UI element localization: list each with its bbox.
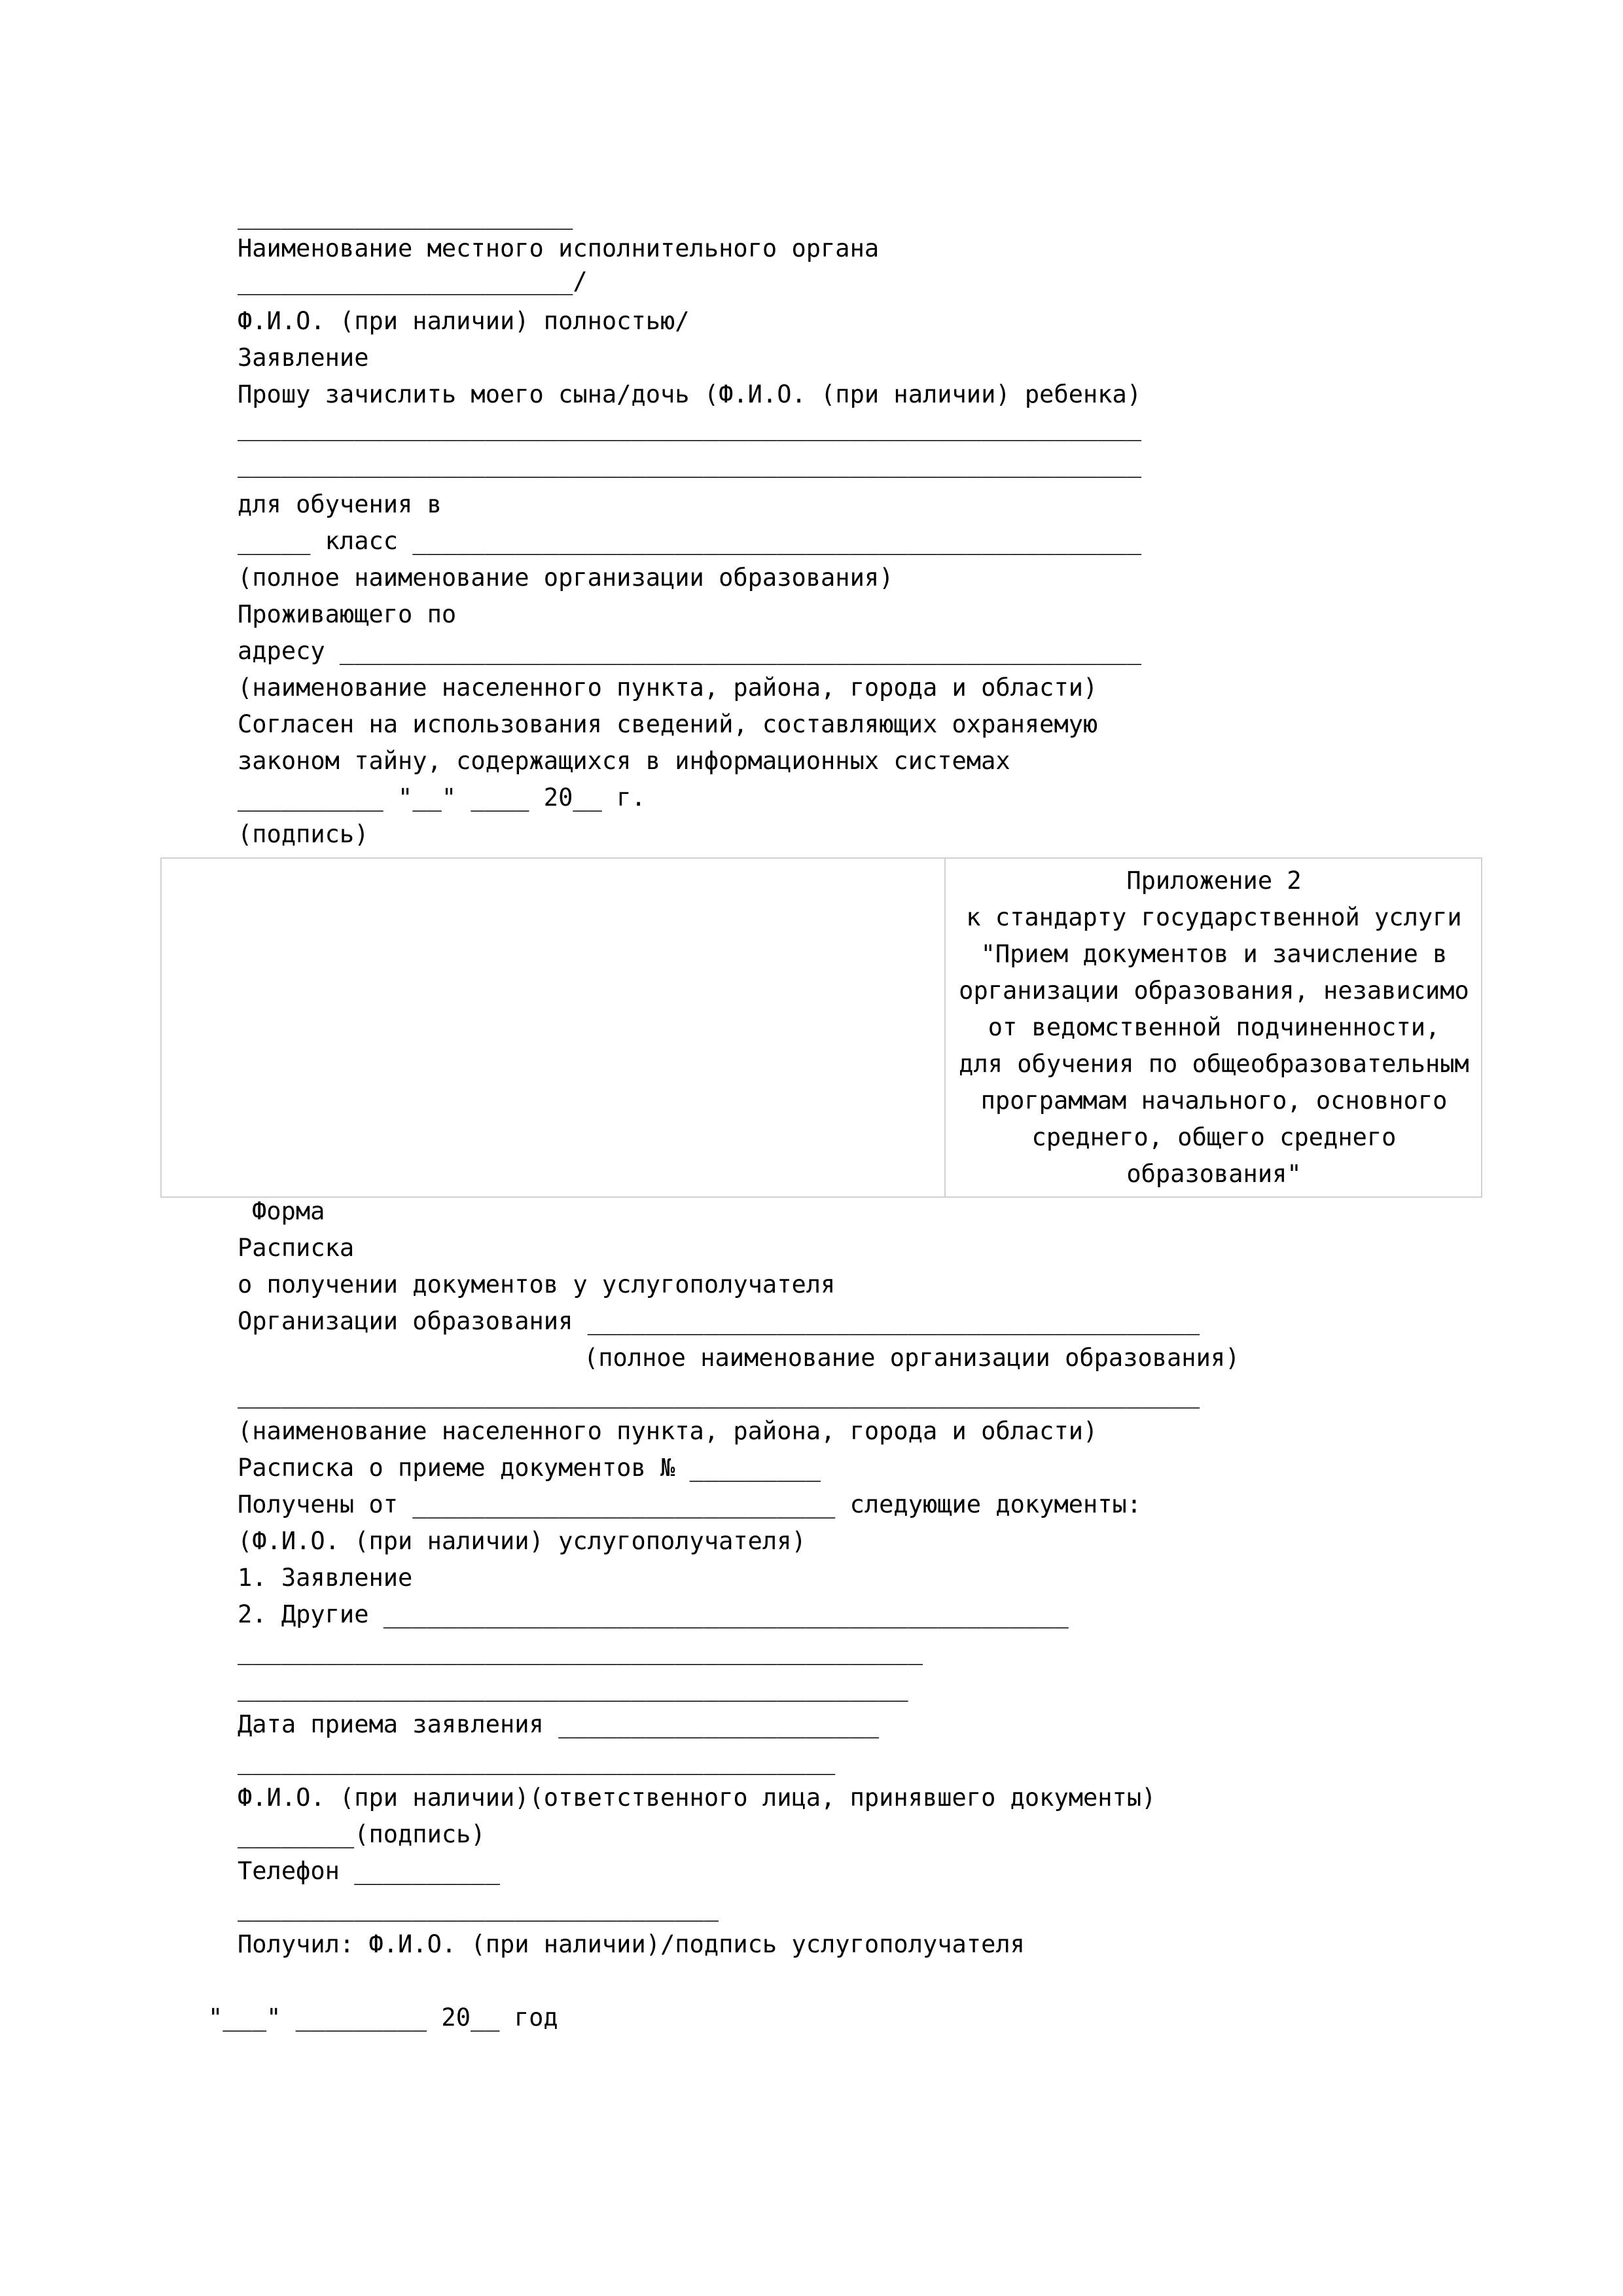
responsible-caption: Ф.И.О. (при наличии)(ответственного лица, принявшего документы)	[238, 1784, 1156, 1812]
phone-line: Телефон __________	[238, 1857, 500, 1885]
org-full-caption: (полное наименование организации образования)	[238, 564, 894, 592]
appendix-line: от ведомственной подчиненности,	[988, 1013, 1440, 1041]
appendix-line: "Прием документов и зачисление в	[980, 940, 1448, 968]
final-date-line: "___" _________ 20__ год	[208, 2003, 558, 2032]
child-blank-line-2: ______________________________________________________________	[238, 450, 1142, 478]
appendix-line: программам начального, основного	[980, 1086, 1448, 1115]
form-label: Форма	[252, 1197, 325, 1225]
residing-text: Проживающего по	[238, 600, 457, 628]
appendix-line: Приложение 2	[1126, 867, 1302, 895]
receipt-subtitle: о получении документов у услугополучателя	[238, 1270, 836, 1299]
address-line: адресу _______________________________________________________	[238, 637, 1142, 665]
other-blank-2: ______________________________________________	[238, 1674, 908, 1702]
received-from-line: Получены от _____________________________ следующие документы:	[238, 1490, 1142, 1518]
receipt-locality-caption: (наименование населенного пункта, района, города и области)	[238, 1417, 1098, 1445]
class-line: _____ класс __________________________________________________	[238, 527, 1142, 555]
request-text: Прошу зачислить моего сына/дочь (Ф.И.О. (при наличии) ребенка)	[238, 380, 1142, 408]
application-title: Заявление	[238, 344, 369, 372]
org-caption: Наименование местного исполнительного органа	[238, 234, 880, 262]
consent-line-1: Согласен на использования сведений, составляющих охраняемую	[238, 710, 1098, 738]
signature-line: ________(подпись)	[238, 1820, 486, 1848]
appendix-line: образования"	[1126, 1160, 1302, 1188]
appendix-line: среднего, общего среднего	[1031, 1123, 1397, 1151]
recipient-caption: (Ф.И.О. (при наличии) услугополучателя)	[238, 1527, 806, 1555]
appendix-line: для обучения по общеобразовательным	[959, 1050, 1469, 1078]
appendix-table	[160, 857, 1482, 1198]
receipt-title: Расписка	[238, 1234, 355, 1262]
consent-line-2: законом тайну, содержащихся в информационных системах	[238, 747, 1010, 775]
locality-caption: (наименование населенного пункта, района, города и области)	[238, 673, 1098, 702]
received-blank: _________________________________	[238, 1893, 719, 1922]
document-item-2: 2. Другие _______________________________________________	[238, 1600, 1069, 1628]
signature-caption: (подпись)	[238, 820, 369, 848]
child-blank-line-1: ______________________________________________________________	[238, 413, 1142, 441]
date-line: __________ "__" ____ 20__ г.	[238, 783, 646, 812]
other-blank-1: _______________________________________________	[238, 1637, 923, 1665]
name-blank-line: _______________________/	[238, 267, 588, 295]
receipt-org-caption: (полное наименование организации образования)	[584, 1344, 1240, 1372]
locality-blank: __________________________________________________________________	[238, 1380, 1200, 1408]
org-blank-line: _______________________	[238, 202, 573, 230]
appendix-cell	[946, 863, 1482, 1193]
study-in-text: для обучения в	[238, 490, 442, 518]
appendix-line: к стандарту государственной услуги	[966, 903, 1462, 931]
received-by-line: Получил: Ф.И.О. (при наличии)/подпись услугополучателя	[238, 1930, 1025, 1958]
receipt-number-line: Расписка о приеме документов № _________	[238, 1454, 821, 1482]
date-received-line: Дата приема заявления ______________________	[238, 1710, 880, 1738]
responsible-blank: _________________________________________	[238, 1747, 836, 1775]
name-caption: Ф.И.О. (при наличии) полностью/	[238, 307, 690, 335]
appendix-line: организации образования, независимо	[959, 977, 1469, 1005]
document-item-1: 1. Заявление	[238, 1564, 413, 1592]
org-line: Организации образования __________________________________________	[238, 1307, 1200, 1335]
